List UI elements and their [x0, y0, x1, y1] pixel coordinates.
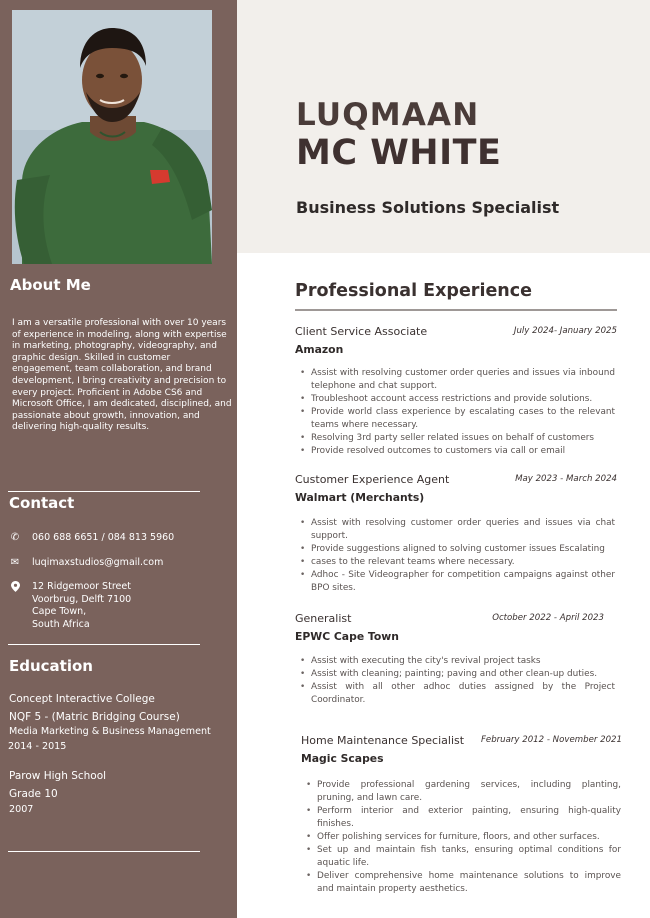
experience-entry	[295, 612, 615, 712]
job-dates: February 2012 - November 2021	[480, 735, 622, 745]
list-item: • Assist with executing the city's revival project tasks	[311, 655, 615, 668]
about-heading: About Me	[10, 276, 91, 294]
experience-entry	[301, 734, 622, 904]
list-item: • Provide professional gardening services, including planting, pruning, and lawn care.	[317, 779, 621, 805]
list-item: • Provide world class experience by escalating cases to the relevant teams where necessary.	[311, 406, 615, 432]
last-name: MC WHITE	[296, 133, 502, 173]
list-item: • cases to the relevant teams where necessary.	[311, 556, 615, 569]
education-years: 2007	[9, 804, 34, 815]
phone-text: 060 688 6651 / 084 813 5960	[32, 532, 175, 543]
education-qualification: NQF 5 - (Matric Bridging Course)	[9, 711, 180, 723]
job-role: Home Maintenance Specialist	[301, 734, 465, 747]
job-role: Generalist	[295, 612, 352, 625]
job-role: Customer Experience Agent	[295, 473, 450, 486]
education-heading: Education	[9, 657, 93, 675]
education-school: Concept Interactive College	[9, 693, 155, 705]
address-text: 12 Ridgemoor Street Voorbrug, Delft 7100 Cape Town, South Africa	[32, 581, 132, 630]
job-company: Walmart (Merchants)	[295, 491, 425, 504]
job-duties	[301, 779, 621, 896]
list-item: • Offer polishing services for furniture, floors, and other surfaces.	[317, 831, 621, 844]
email-icon: ✉	[10, 557, 20, 568]
list-item: • Resolving 3rd party seller related issues on behalf of customers	[311, 432, 615, 445]
sidebar-divider	[8, 851, 200, 852]
job-company: Amazon	[295, 343, 344, 356]
education-field: Media Marketing & Business Management	[9, 726, 211, 737]
contact-heading: Contact	[9, 494, 75, 512]
job-dates: July 2024- January 2025	[513, 326, 617, 336]
job-duties	[295, 367, 615, 458]
location-pin-icon	[8, 581, 22, 597]
list-item: • Adhoc - Site Videographer for competition campaigns against other BPO sites.	[311, 569, 615, 595]
job-duties	[295, 517, 615, 595]
experience-entry	[295, 473, 617, 603]
job-dates: October 2022 - April 2023	[492, 613, 604, 623]
list-item: • Perform interior and exterior painting, ensuring high-quality finishes.	[317, 805, 621, 831]
job-dates: May 2023 - March 2024	[515, 474, 617, 484]
experience-entry	[295, 325, 617, 465]
list-item: • Assist with cleaning; painting; paving and other clean-up duties.	[311, 668, 615, 681]
about-text: I am a versatile professional with over 10 years of experience in modeling, along with expertise in marketing, photography, videography, and graphic design. Skilled in customer engagement, team collaboration, and brand development, I bring creativity and precision to every project. Proficient in Adobe CS6 and Microsoft Office, I am dedicated, disciplined, and passionate about growth, innovation, and delivering high-quality results.	[12, 318, 232, 433]
job-role: Client Service Associate	[295, 325, 428, 338]
list-item: • Troubleshoot account access restrictions and provide solutions.	[311, 393, 615, 406]
sidebar	[0, 0, 237, 918]
first-name: LUQMAAN	[296, 97, 480, 133]
email-text[interactable]: luqimaxstudios@gmail.com	[32, 557, 164, 568]
education-school: Parow High School	[9, 770, 107, 782]
experience-divider	[295, 309, 617, 311]
list-item: • Provide resolved outcomes to customers via call or email	[311, 445, 615, 458]
job-duties	[295, 655, 615, 707]
list-item: • Provide suggestions aligned to solving customer issues Escalating	[311, 543, 615, 556]
list-item: • Assist with resolving customer order queries and issues via inbound telephone and chat support.	[311, 367, 615, 393]
sidebar-divider	[8, 491, 200, 492]
sidebar-divider	[8, 644, 200, 645]
list-item: • Deliver comprehensive home maintenance solutions to improve and maintain property aesthetics.	[317, 870, 621, 896]
education-qualification: Grade 10	[9, 788, 58, 800]
experience-heading: Professional Experience	[295, 281, 533, 301]
job-company: Magic Scapes	[301, 752, 384, 765]
list-item: • Assist with all other adhoc duties assigned by the Project Coordinator.	[311, 681, 615, 707]
list-item: • Set up and maintain fish tanks, ensuring optimal conditions for aquatic life.	[317, 844, 621, 870]
job-title: Business Solutions Specialist	[296, 198, 560, 217]
education-years: 2014 - 2015	[8, 741, 67, 752]
phone-icon: ✆	[10, 532, 20, 543]
list-item: • Assist with resolving customer order queries and issues via chat support.	[311, 517, 615, 543]
profile-photo	[12, 10, 212, 264]
job-company: EPWC Cape Town	[295, 630, 399, 643]
